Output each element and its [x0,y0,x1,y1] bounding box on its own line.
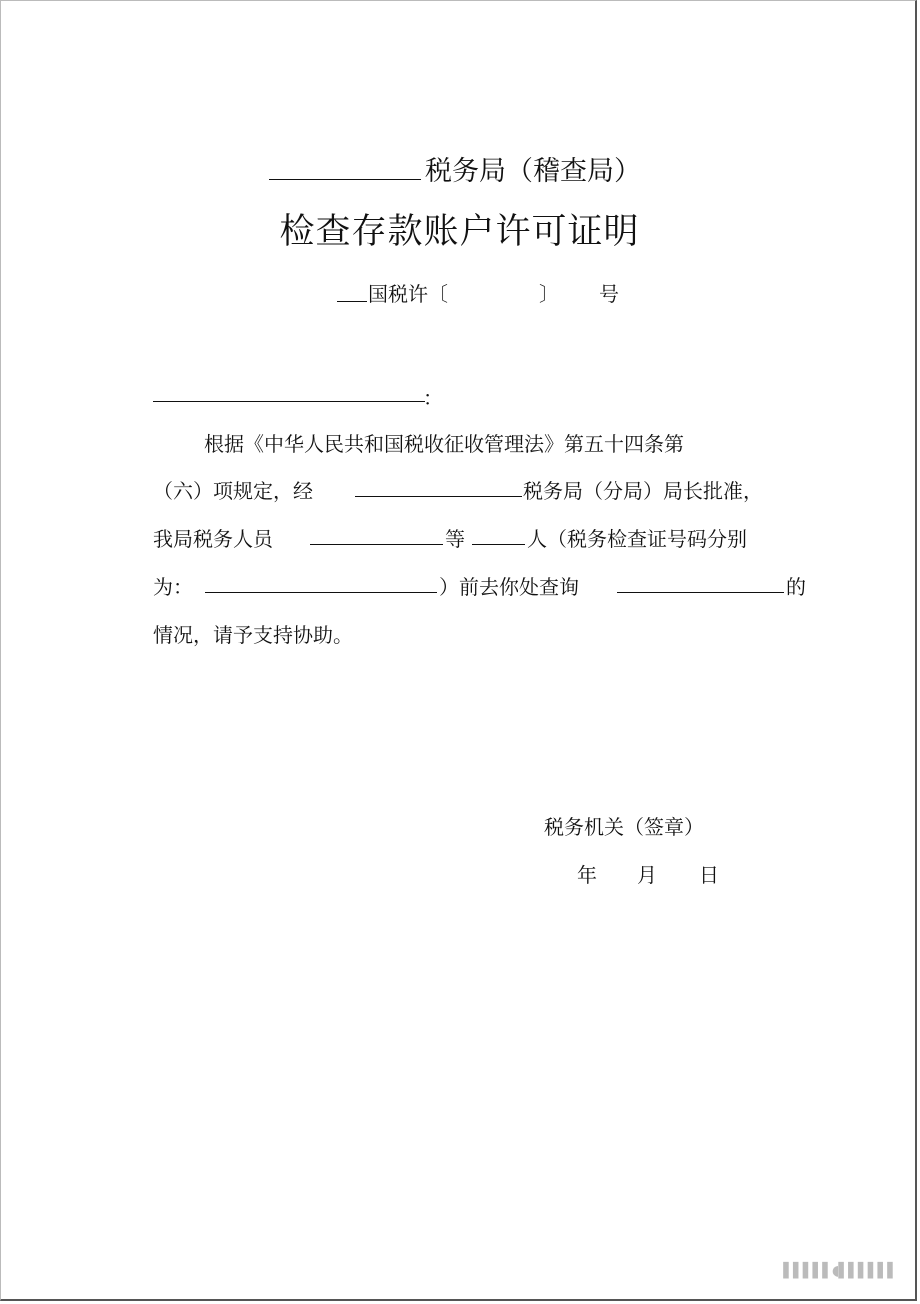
date-day-label: 日 [699,863,719,887]
body-line-4c: 的 [786,575,806,599]
body-line-1: 根据《中华人民共和国税收征收管理法》第五十四条第 [204,432,684,456]
doc-no-bracket-close: 〕 [539,282,559,306]
addressee-blank[interactable] [153,401,425,402]
addressee-colon: ： [423,386,443,410]
staff-name-blank[interactable] [310,544,443,545]
date-month-label: 月 [637,863,657,887]
body-line-3c: 人（税务检查证号码分别 [527,527,747,551]
doc-no-suffix: 号 [599,282,619,306]
body-line-4a: 为： [153,575,193,599]
body-line-3a: 我局税务人员 [153,527,273,551]
document-title: 检查存款账户许可证明 [279,212,640,252]
doc-no-prefix: 国税许〔 [368,282,448,306]
body-line-2b: 税务局（分局）局长批准， [523,479,763,503]
date-year-label: 年 [577,863,597,887]
watermark-logo: ▌▌▌▌▌◖▌▌▌▌▌▌ [783,1263,897,1279]
body-line-5: 情况，请予支持协助。 [153,623,353,647]
inquiry-subject-blank[interactable] [617,592,784,593]
staff-count-blank[interactable] [472,544,525,545]
approving-bureau-blank[interactable] [355,496,522,497]
body-line-2a: （六）项规定，经 [153,479,313,503]
bureau-title: 税务局（稽查局） [425,156,641,187]
certificate-number-blank[interactable] [205,592,437,593]
body-line-4b: ）前去你处查询 [439,575,579,599]
body-line-3b: 等 [445,527,465,551]
signature-authority: 税务机关（签章） [544,815,704,839]
bureau-name-blank[interactable] [269,179,421,180]
doc-no-region-blank[interactable] [337,301,367,302]
